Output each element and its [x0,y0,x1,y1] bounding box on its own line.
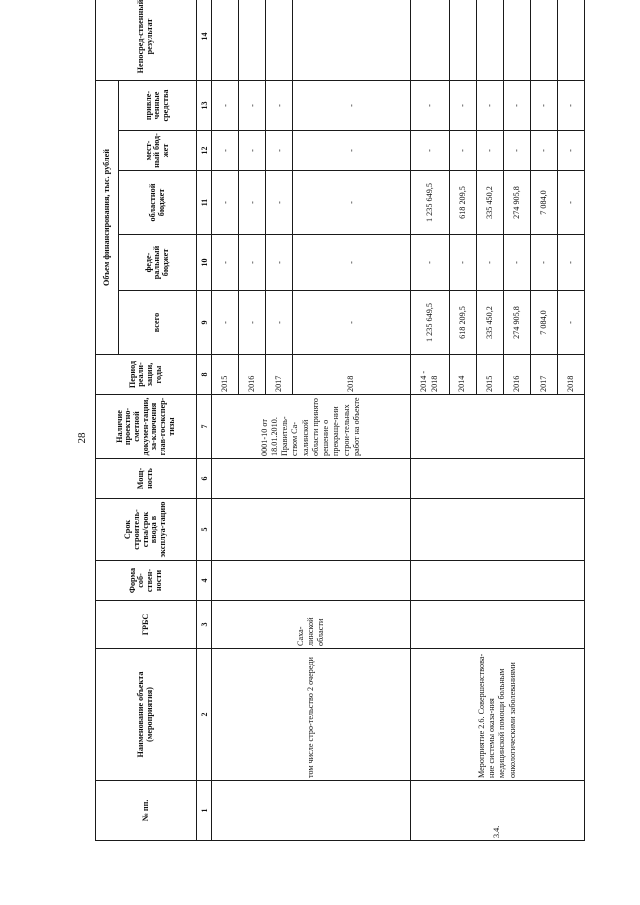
total-cell: 618 209,5 [449,291,476,355]
header-term: Срок строитель-ства/срок ввода в эксплуа-тацию [96,499,197,561]
header-local: мест-ный бюд-жет [119,131,197,171]
regional-cell: - [239,171,266,235]
federal-cell: - [212,235,239,291]
header-psd: Наличие проектно-сметной докумен-тации, за-ключения глав-госэкспер-тизы [96,395,197,459]
result-cell [530,0,557,80]
total-cell: - [212,291,239,355]
attracted-cell: - [266,80,293,130]
section-a-power [212,459,411,499]
section-a-ownership [212,561,411,601]
total-cell: 335 450,2 [476,291,503,355]
header-name: Наименование объекта (мероприятия) [96,649,197,781]
rotated-table-wrapper [95,0,585,841]
table-row [212,0,239,841]
period-cell: 2015 [212,355,239,395]
period-cell: 2017 [530,355,557,395]
local-cell: - [530,131,557,171]
regional-cell: 7 084,0 [530,171,557,235]
section-b-term [410,499,584,561]
result-cell [266,0,293,80]
col-number: 2 [197,649,212,781]
attracted-cell: - [557,80,584,130]
header-grbs: ГРБС [96,601,197,649]
regional-cell: - [212,171,239,235]
local-cell: - [212,131,239,171]
header-period: Период реали-зации, годы [96,355,197,395]
result-cell [449,0,476,80]
federal-cell: - [266,235,293,291]
period-cell: 2018 [293,355,411,395]
col-number: 8 [197,355,212,395]
federal-cell: - [239,235,266,291]
total-cell: - [557,291,584,355]
result-cell [212,0,239,80]
col-number: 14 [197,0,212,80]
result-cell [239,0,266,80]
local-cell: - [476,131,503,171]
section-b-grbs [410,601,584,649]
local-cell: - [449,131,476,171]
period-cell: 2014 [449,355,476,395]
header-regional: областной бюджет [119,171,197,235]
local-cell: - [557,131,584,171]
federal-cell: - [530,235,557,291]
section-b-ownership [410,561,584,601]
financing-table [95,0,585,841]
table-row [410,0,449,841]
period-cell: 2016 [239,355,266,395]
attracted-cell: - [476,80,503,130]
header-total: всего [119,291,197,355]
period-cell: 2016 [503,355,530,395]
regional-cell: 335 450,2 [476,171,503,235]
total-cell: 1 235 649,5 [410,291,449,355]
result-cell [476,0,503,80]
rotated-table-container [95,0,585,841]
period-cell: 2018 [557,355,584,395]
period-cell: 2017 [266,355,293,395]
result-cell [293,0,411,80]
col-number: 6 [197,459,212,499]
col-number: 1 [197,781,212,841]
total-cell: 7 084,0 [530,291,557,355]
regional-cell: 274 905,8 [503,171,530,235]
regional-cell: - [557,171,584,235]
local-cell: - [266,131,293,171]
regional-cell: 1 235 649,5 [410,171,449,235]
regional-cell: - [266,171,293,235]
header-row-1 [96,0,119,841]
period-cell: 2015 [476,355,503,395]
section-b-num: 3.4. [410,781,584,841]
attracted-cell: - [239,80,266,130]
section-a-num [212,781,411,841]
column-number-row [197,0,212,841]
header-federal: феде-ральный бюджет [119,235,197,291]
attracted-cell: - [449,80,476,130]
section-a-psd: 0001-10 от 18.01.2010. Правитель-ством Са-халинской области принято решение о прекраще-нии строи-тельных работ на объекте [212,395,411,459]
page-number: 28 [76,432,88,444]
col-number: 11 [197,171,212,235]
section-a-name: том числе стро-тельство 2 очереди [212,649,411,781]
local-cell: - [503,131,530,171]
total-cell: - [293,291,411,355]
attracted-cell: - [293,80,411,130]
local-cell: - [410,131,449,171]
attracted-cell: - [212,80,239,130]
federal-cell: - [293,235,411,291]
col-number: 5 [197,499,212,561]
total-cell: - [266,291,293,355]
col-number: 9 [197,291,212,355]
col-number: 4 [197,561,212,601]
col-number: 12 [197,131,212,171]
result-cell [503,0,530,80]
attracted-cell: - [530,80,557,130]
header-ownership: Форма соб-ствен-ности [96,561,197,601]
section-b-power [410,459,584,499]
federal-cell: - [557,235,584,291]
federal-cell: - [449,235,476,291]
header-power: Мощ-ность [96,459,197,499]
section-b-psd [410,395,584,459]
local-cell: - [239,131,266,171]
col-number: 3 [197,601,212,649]
attracted-cell: - [410,80,449,130]
period-cell: 2014 - 2018 [410,355,449,395]
attracted-cell: - [503,80,530,130]
total-cell: - [239,291,266,355]
total-cell: 274 905,8 [503,291,530,355]
federal-cell: - [503,235,530,291]
result-cell [410,0,449,80]
section-a-term [212,499,411,561]
section-a-grbs: Саха-линской области [212,601,411,649]
header-funding-group: Объем финансирования, тыс. рублей [96,80,119,354]
header-result: Непосред-ственный результат [96,0,197,80]
federal-cell: - [476,235,503,291]
col-number: 13 [197,80,212,130]
result-cell [557,0,584,80]
regional-cell: 618 209,5 [449,171,476,235]
local-cell: - [293,131,411,171]
regional-cell: - [293,171,411,235]
col-number: 7 [197,395,212,459]
col-number: 10 [197,235,212,291]
federal-cell: - [410,235,449,291]
section-b-name: Мероприятие 2.6. Совершенствова-ние системы оказа-ния медицинской помощи больным онкологическими заболеваниями [410,649,584,781]
header-num: № пп. [96,781,197,841]
header-attracted: привле-ченные средства [119,80,197,130]
